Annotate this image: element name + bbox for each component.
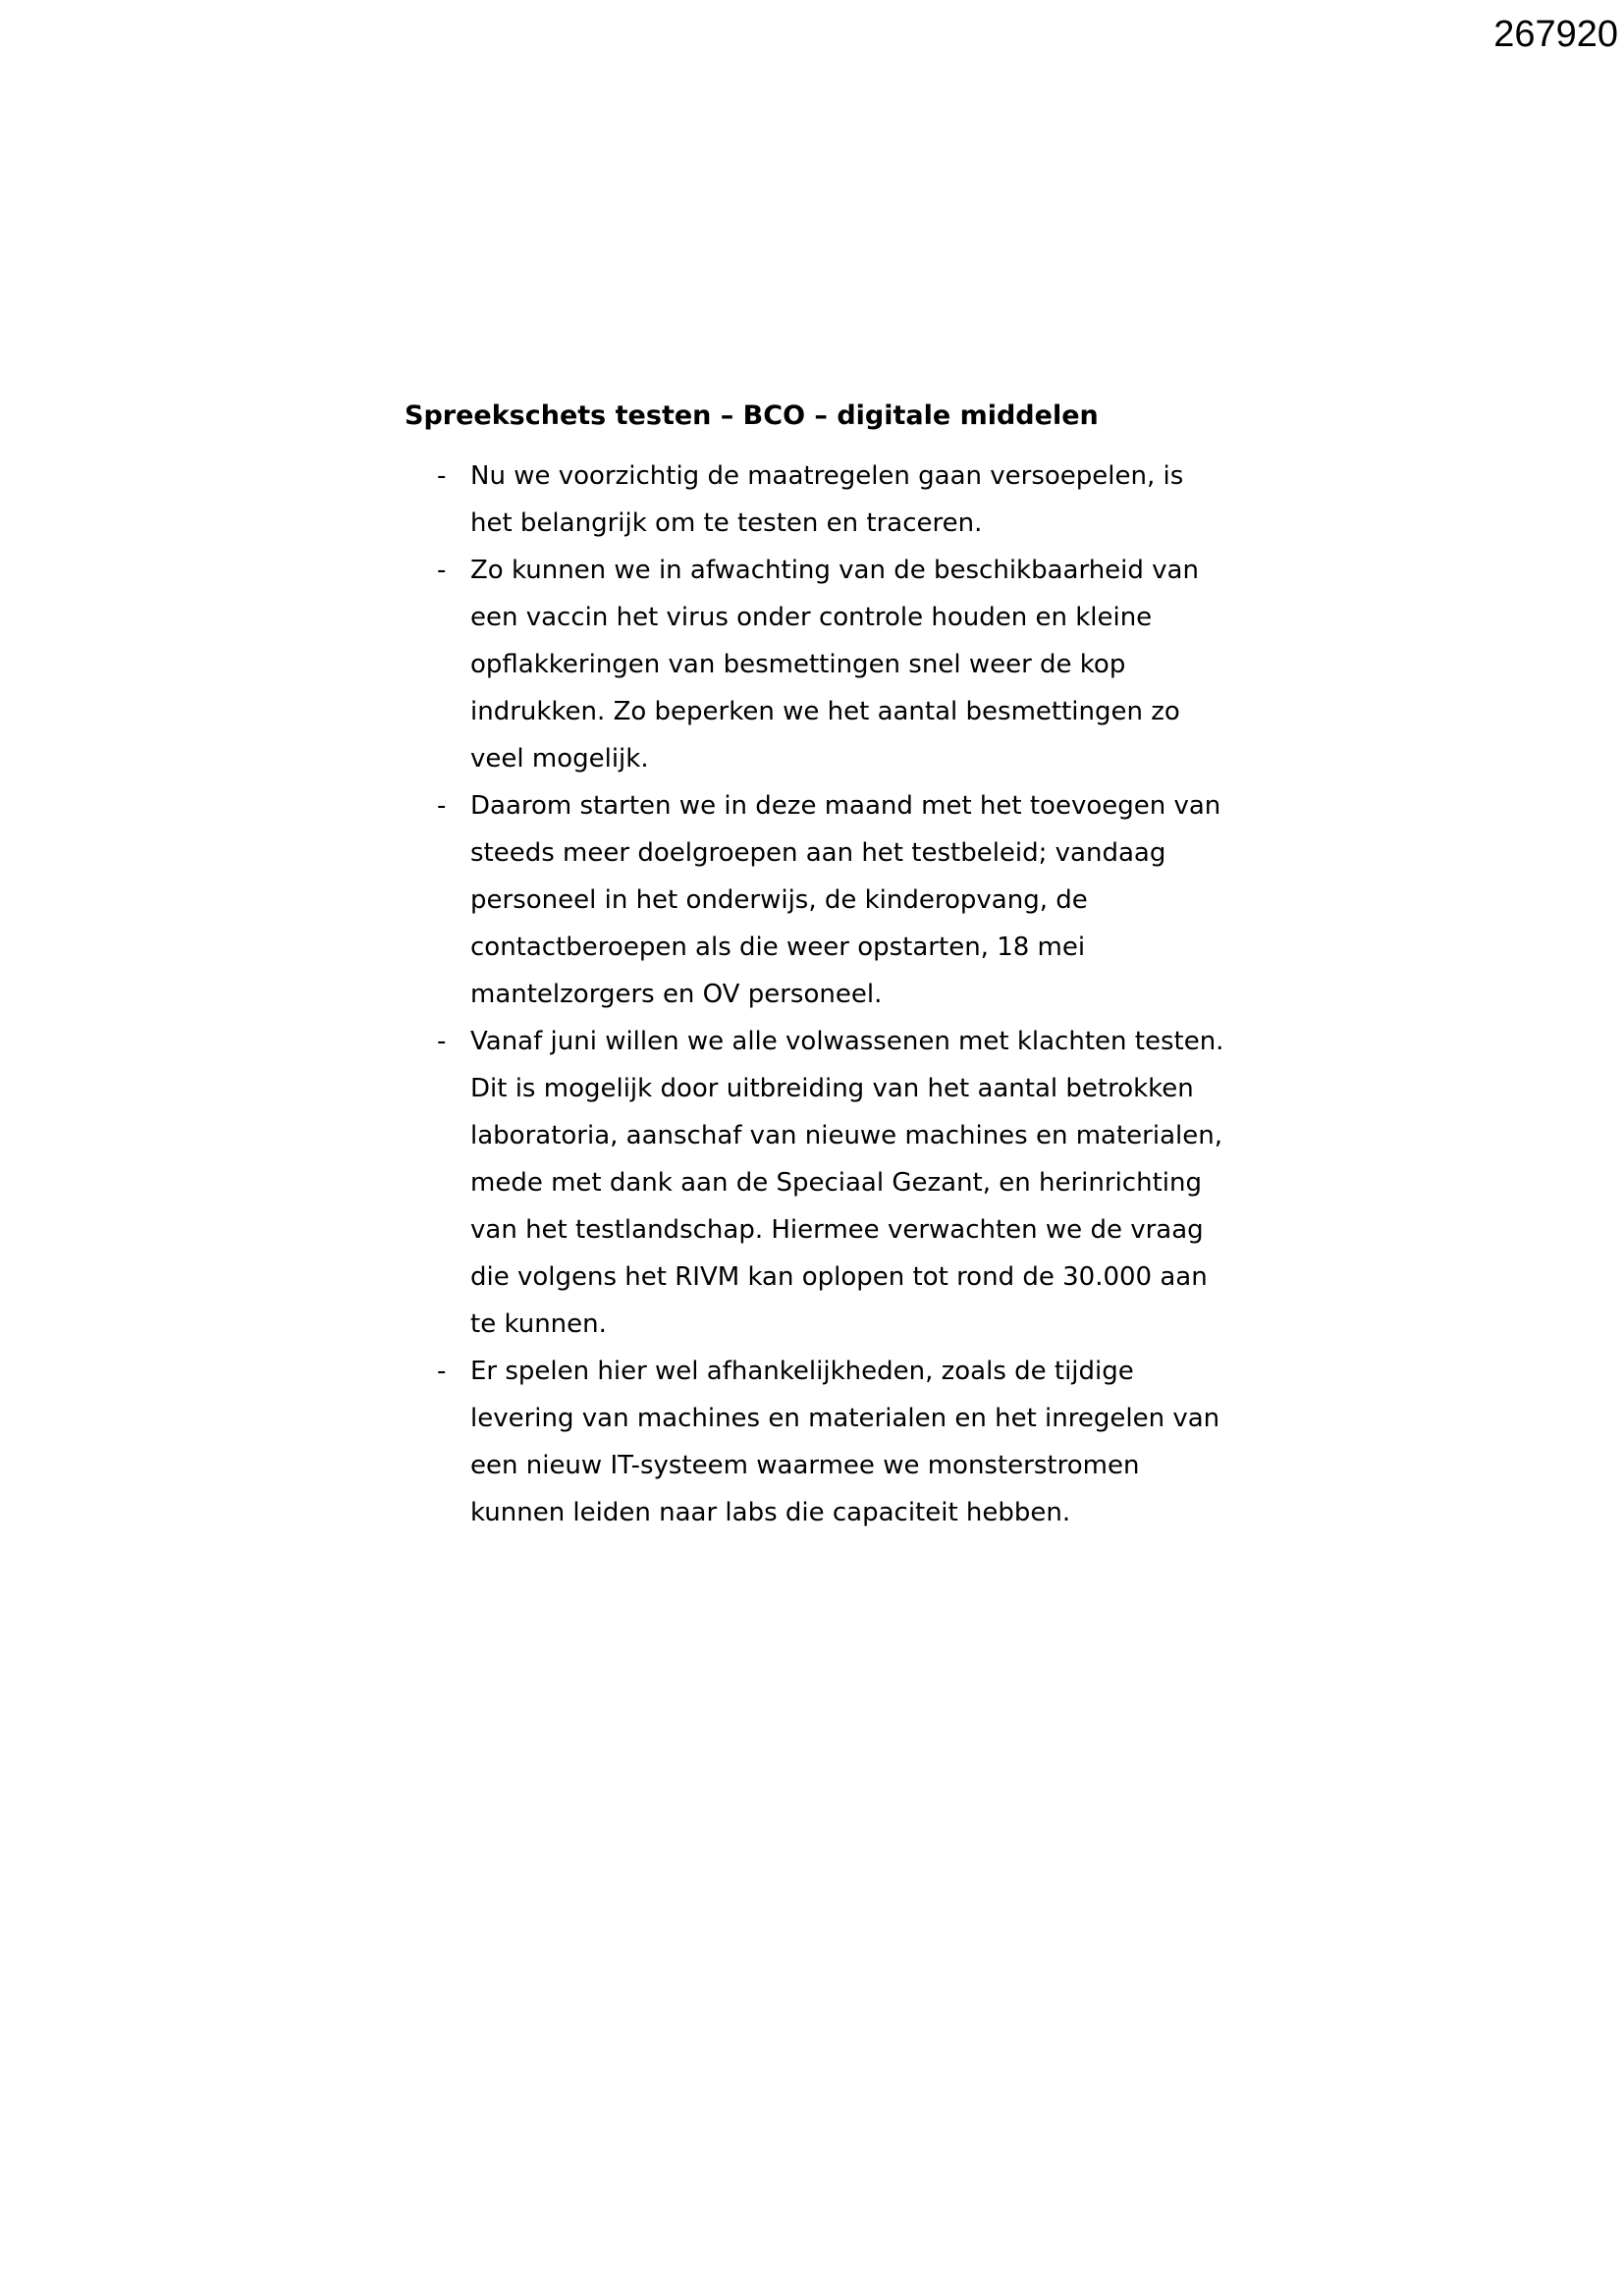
bullet-dash: -: [437, 461, 447, 491]
bullet-line: mantelzorgers en OV personeel.: [470, 980, 883, 1009]
bullet-line: te kunnen.: [470, 1309, 607, 1339]
bullet-item: [405, 1018, 1249, 1348]
bullet-line: het belangrijk om te testen en traceren.: [470, 508, 983, 538]
bullet-line: Dit is mogelijk door uitbreiding van het aantal betrokken: [470, 1074, 1194, 1103]
bullet-dash: -: [437, 556, 447, 585]
bullet-dash: -: [437, 1027, 447, 1056]
bullet-line: steeds meer doelgroepen aan het testbeleid; vandaag: [470, 838, 1166, 868]
bullet-line: levering van machines en materialen en het inregelen van: [470, 1404, 1220, 1433]
bullet-list: [405, 453, 1249, 1536]
bullet-line: kunnen leiden naar labs die capaciteit hebben.: [470, 1498, 1071, 1527]
bullet-line: Daarom starten we in deze maand met het toevoegen van: [470, 791, 1221, 821]
bullet-line: opflakkeringen van besmettingen snel weer de kop: [470, 650, 1126, 679]
bullet-item: [405, 453, 1249, 547]
document-body: [405, 393, 1249, 1536]
bullet-dash: -: [437, 1357, 447, 1386]
bullet-line: Nu we voorzichtig de maatregelen gaan versoepelen, is: [470, 461, 1184, 491]
bullet-line: indrukken. Zo beperken we het aantal besmettingen zo: [470, 697, 1180, 726]
bullet-line: van het testlandschap. Hiermee verwachten we de vraag: [470, 1215, 1204, 1245]
document-title: Spreekschets testen – BCO – digitale middelen: [405, 400, 1099, 431]
document-number: 267920: [1493, 14, 1618, 55]
bullet-line: Er spelen hier wel afhankelijkheden, zoals de tijdige: [470, 1357, 1134, 1386]
bullet-line: die volgens het RIVM kan oplopen tot rond de 30.000 aan: [470, 1262, 1208, 1292]
bullet-line: laboratoria, aanschaf van nieuwe machines en materialen,: [470, 1121, 1222, 1150]
bullet-line: een vaccin het virus onder controle houden en kleine: [470, 603, 1153, 632]
bullet-dash: -: [437, 791, 447, 821]
bullet-item: [405, 782, 1249, 1018]
bullet-line: mede met dank aan de Speciaal Gezant, en herinrichting: [470, 1168, 1202, 1198]
bullet-line: een nieuw IT-systeem waarmee we monsterstromen: [470, 1451, 1140, 1480]
bullet-line: veel mogelijk.: [470, 744, 649, 774]
bullet-item: [405, 547, 1249, 782]
bullet-line: personeel in het onderwijs, de kinderopvang, de: [470, 885, 1088, 915]
bullet-line: Vanaf juni willen we alle volwassenen met klachten testen.: [470, 1027, 1224, 1056]
bullet-item: [405, 1348, 1249, 1536]
bullet-line: contactberoepen als die weer opstarten, 18 mei: [470, 933, 1086, 962]
bullet-line: Zo kunnen we in afwachting van de beschikbaarheid van: [470, 556, 1199, 585]
